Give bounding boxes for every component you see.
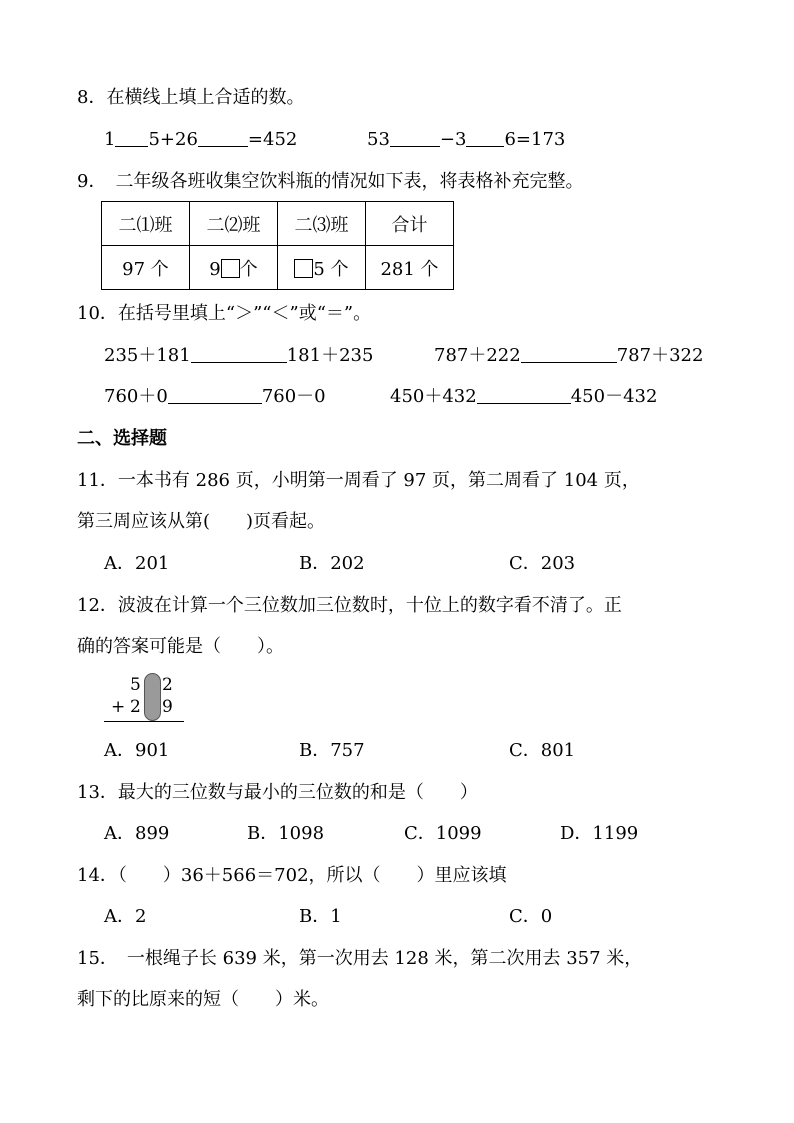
q11-line2: 第三周应该从第( )页看起。	[77, 511, 326, 532]
q14-option-c[interactable]: C．0	[509, 906, 553, 927]
q8-blank-1[interactable]	[115, 128, 148, 147]
q9-cell-2-pre: 9	[209, 258, 221, 280]
q12-sum-line	[104, 721, 184, 722]
q10-r1a-left: 235＋181	[104, 345, 191, 366]
q13-line1: 13．最大的三位数与最小的三位数的和是（ ）	[77, 782, 478, 803]
q9-cell-3-post: 5 个	[313, 258, 349, 280]
q12-bottom-hundreds: 2	[130, 697, 141, 717]
q14-line1: 14．（ ）36＋566＝702，所以（ ）里应该填	[77, 865, 507, 886]
q12-vertical-addition	[104, 675, 184, 725]
q14-option-b[interactable]: B．1	[299, 906, 342, 927]
q13-option-a[interactable]: A．899	[104, 823, 170, 844]
q13-option-c[interactable]: C．1099	[404, 823, 482, 844]
q11-option-b[interactable]: B．202	[299, 553, 365, 574]
q10-r2b-right: 450－432	[570, 386, 658, 407]
q8-eq2-a: 53	[367, 129, 390, 150]
q8-equations	[104, 128, 297, 152]
q9-cell-4: 281 个	[366, 246, 454, 290]
q11-option-a[interactable]: A．201	[104, 553, 170, 574]
q11-option-c[interactable]: C．203	[509, 553, 576, 574]
q8-eq2-c: 6=173	[504, 129, 566, 150]
q10-r2a-right: 760－0	[261, 386, 326, 407]
q13-option-d[interactable]: D．1199	[560, 823, 639, 844]
q9-header-1: 二⑴班	[102, 202, 190, 246]
table-row	[102, 202, 454, 246]
obscured-digit-oval	[144, 673, 161, 721]
q12-option-c[interactable]: C．801	[509, 740, 576, 761]
q9-answer-box-1[interactable]	[221, 259, 240, 278]
q15-line2: 剩下的比原来的短（ ）米。	[77, 989, 329, 1010]
q10-blank-3[interactable]	[168, 385, 262, 404]
q9-answer-box-2[interactable]	[294, 259, 313, 278]
q10-blank-2[interactable]	[521, 344, 617, 363]
q8-eq2-b: −3	[439, 129, 467, 150]
q10-r1b-right: 787＋322	[616, 345, 704, 366]
q12-top-ones: 2	[162, 675, 173, 695]
q10-row1-b	[434, 344, 703, 368]
q9-cell-2	[190, 246, 278, 290]
q11-line1: 11．一本书有 286 页，小明第一周看了 97 页，第二周看了 104 页，	[77, 470, 640, 491]
q9-cell-1: 97 个	[102, 246, 190, 290]
table-row	[102, 246, 454, 290]
q10-r1b-left: 787＋222	[434, 345, 521, 366]
q12-plus-sign: +	[111, 697, 126, 717]
q12-line2: 确的答案可能是（ ）。	[77, 636, 284, 657]
q9-title: 9． 二年级各班收集空饮料瓶的情况如下表，将表格补充完整。	[77, 171, 584, 192]
q12-top-hundreds: 5	[130, 675, 141, 695]
q10-r2b-left: 450＋432	[390, 386, 477, 407]
q9-header-3: 二⑶班	[278, 202, 366, 246]
q8-blank-2[interactable]	[198, 128, 248, 147]
q8-eq1-b: 5+26	[148, 129, 198, 150]
q9-header-2: 二⑵班	[190, 202, 278, 246]
q9-header-4: 合计	[366, 202, 454, 246]
q10-blank-1[interactable]	[191, 344, 287, 363]
q15-line1: 15． 一根绳子长 639 米，第一次用去 128 米，第二次用去 357 米，	[77, 948, 643, 969]
q14-option-a[interactable]: A．2	[104, 906, 147, 927]
q8-blank-4[interactable]	[466, 128, 504, 147]
q13-option-b[interactable]: B．1098	[247, 823, 325, 844]
q12-option-a[interactable]: A．901	[104, 740, 170, 761]
q12-bottom-ones: 9	[162, 697, 173, 717]
q8-eq1-a: 1	[104, 129, 116, 150]
q9-cell-2-post: 个	[239, 258, 258, 280]
q10-r2a-left: 760＋0	[104, 386, 168, 407]
q9-table	[101, 201, 454, 290]
q10-r1a-right: 181＋235	[286, 345, 374, 366]
q8-eq1-c: =452	[247, 129, 298, 150]
q10-row1-a	[104, 344, 373, 368]
q12-option-b[interactable]: B．757	[299, 740, 365, 761]
q12-line1: 12．波波在计算一个三位数加三位数时，十位上的数字看不清了。正	[77, 595, 622, 616]
q9-cell-3	[278, 246, 366, 290]
q10-title: 10．在括号里填上“＞”“＜”或“＝”。	[77, 303, 372, 324]
q10-row2-a	[104, 385, 326, 409]
q8-title: 8．在横线上填上合适的数。	[77, 87, 305, 108]
q10-row2-b	[390, 385, 657, 409]
section-heading: 二、选择题	[77, 428, 167, 449]
q8-equation-2	[367, 128, 565, 152]
q10-blank-4[interactable]	[477, 385, 571, 404]
q8-blank-3[interactable]	[390, 128, 440, 147]
